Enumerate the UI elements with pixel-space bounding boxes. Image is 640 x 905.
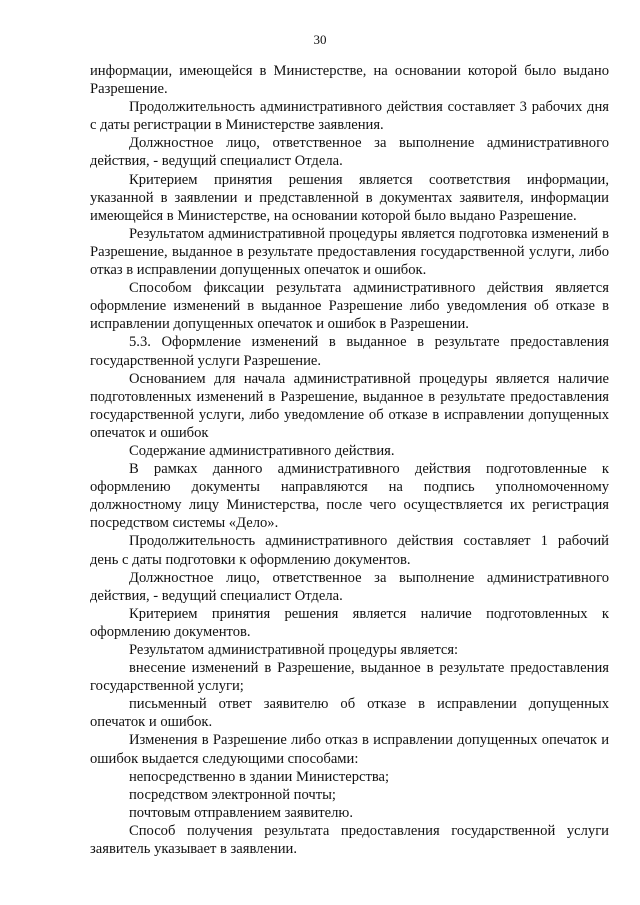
paragraph: Должностное лицо, ответственное за выполнение административного действия, - ведущий специалист Отдела.	[90, 569, 609, 604]
paragraph: посредством электронной почты;	[129, 786, 336, 803]
paragraph: Должностное лицо, ответственное за выполнение административного действия, - ведущий специалист Отдела.	[90, 135, 609, 170]
paragraph: непосредственно в здании Министерства;	[129, 768, 390, 785]
paragraph: Критерием принятия решения является соответствия информации, указанной в заявлении и представленной в документах заявителя, информации имеющейся в Министерстве, на основании которой было выдано Разрешение.	[90, 171, 609, 224]
paragraph: письменный ответ заявителю об отказе в исправлении допущенных опечаток и ошибок.	[90, 696, 609, 731]
paragraph: Результатом административной процедуры является подготовка изменений в Разрешение, выданное в результате предоставления государственной услуги, либо отказ в исправлении допущенных опечаток и ошибок.	[90, 225, 609, 279]
paragraph: Продолжительность административного действия составляет 1 рабочий день с даты подготовки к оформлению документов.	[90, 533, 609, 568]
paragraph: Способом фиксации результата административного действия является оформление изменений в выданное Разрешение либо уведомления об отказе в исправлении допущенных опечаток и ошибок в Разрешении.	[90, 280, 609, 333]
paragraph: информации, имеющейся в Министерстве, на основании которой было выдано Разрешение.	[90, 63, 609, 98]
paragraph: внесение изменений в Разрешение, выданное в результате предоставления государственной услуги;	[90, 660, 609, 695]
paragraph: В рамках данного административного действия подготовленные к оформлению документы направляются на подпись уполномоченному должностному лицу Министерства, после чего осуществляется их регистрация посредством системы «Дело».	[90, 461, 609, 532]
paragraph: Содержание административного действия.	[129, 442, 395, 459]
page-number: 30	[313, 32, 327, 47]
paragraph: Результатом административной процедуры является:	[129, 642, 459, 658]
paragraph: Изменения в Разрешение либо отказ в исправлении допущенных опечаток и ошибок выдается следующими способами:	[90, 732, 609, 767]
paragraph: 5.3. Оформление изменений в выданное в результате предоставления государственной услуги Разрешение.	[90, 334, 609, 369]
paragraph: Способ получения результата предоставления государственной услуги заявитель указывает в заявлении.	[90, 822, 609, 858]
paragraph: Продолжительность административного действия составляет 3 рабочих дня с даты регистрации в Министерстве заявления.	[90, 99, 609, 134]
paragraph: Критерием принятия решения является наличие подготовленных к оформлению документов.	[90, 605, 609, 640]
paragraph: почтовым отправлением заявителю.	[129, 804, 353, 821]
paragraph: Основанием для начала административной процедуры является наличие подготовленных изменений в Разрешение, выданное в результате предоставления государственной услуги, либо уведомление об отказе в исправлении допущенных опечаток и ошибок	[90, 370, 609, 441]
document-body	[90, 62, 609, 858]
